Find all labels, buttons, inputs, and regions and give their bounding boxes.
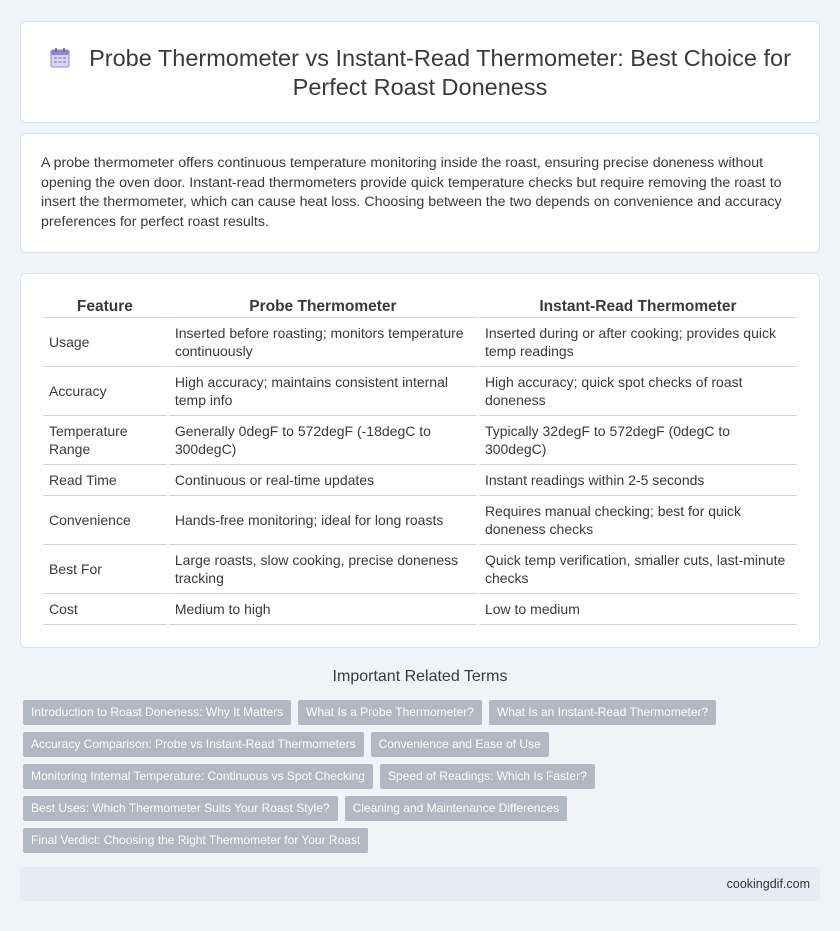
column-header: Feature	[43, 296, 167, 318]
table-cell: Cost	[43, 594, 167, 625]
related-term-tag[interactable]: Best Uses: Which Thermometer Suits Your Roast Style?	[23, 796, 338, 821]
table-cell: Inserted during or after cooking; provides quick temp readings	[479, 318, 797, 367]
table-cell: High accuracy; quick spot checks of roast doneness	[479, 367, 797, 416]
related-terms-title: Important Related Terms	[332, 668, 508, 685]
table-cell: Requires manual checking; best for quick doneness checks	[479, 496, 797, 545]
related-terms-list	[23, 700, 818, 860]
table-cell: Low to medium	[479, 594, 797, 625]
footer-site-name[interactable]: cookingdif.com	[726, 877, 810, 891]
related-term-tag[interactable]: Speed of Readings: Which Is Faster?	[380, 764, 595, 789]
page-title: Probe Thermometer vs Instant-Read Thermometer: Best Choice for Perfect Roast Doneness	[89, 45, 791, 100]
table-cell: Read Time	[43, 465, 167, 496]
table-row	[43, 465, 797, 496]
related-term-tag[interactable]: Accuracy Comparison: Probe vs Instant-Read Thermometers	[23, 732, 364, 757]
title-card	[20, 21, 820, 123]
page-title-wrap	[21, 44, 819, 102]
table-cell: High accuracy; maintains consistent internal temp info	[169, 367, 477, 416]
table-cell: Large roasts, slow cooking, precise doneness tracking	[169, 545, 477, 594]
table-row	[43, 318, 797, 367]
table-cell: Instant readings within 2-5 seconds	[479, 465, 797, 496]
related-term-tag[interactable]: Monitoring Internal Temperature: Continuous vs Spot Checking	[23, 764, 373, 789]
related-term-tag[interactable]: Introduction to Roast Doneness: Why It Matters	[23, 700, 291, 725]
related-term-tag[interactable]: What Is a Probe Thermometer?	[298, 700, 482, 725]
table-row	[43, 367, 797, 416]
table-cell: Accuracy	[43, 367, 167, 416]
intro-paragraph: A probe thermometer offers continuous temperature monitoring inside the roast, ensuring precise doneness without opening the oven door. Instant-read thermometers provide quick temperature checks but require removing the roast to insert the thermometer, which can cause heat loss. Choosing between the two depends on convenience and accuracy preferences for perfect roast results.	[41, 155, 782, 230]
table-cell: Typically 32degF to 572degF (0degC to 300degC)	[479, 416, 797, 465]
table-cell: Continuous or real-time updates	[169, 465, 477, 496]
table-cell: Medium to high	[169, 594, 477, 625]
table-cell: Inserted before roasting; monitors temperature continuously	[169, 318, 477, 367]
table-row	[43, 545, 797, 594]
comparison-table	[41, 296, 799, 625]
table-cell: Generally 0degF to 572degF (-18degC to 300degC)	[169, 416, 477, 465]
column-header: Probe Thermometer	[169, 296, 477, 318]
table-row	[43, 594, 797, 625]
comparison-card	[20, 273, 820, 648]
calendar-icon	[49, 47, 71, 69]
related-term-tag[interactable]: What Is an Instant-Read Thermometer?	[489, 700, 716, 725]
related-term-tag[interactable]: Convenience and Ease of Use	[371, 732, 549, 757]
table-header-row	[43, 296, 797, 318]
table-cell: Convenience	[43, 496, 167, 545]
related-term-tag[interactable]: Final Verdict: Choosing the Right Thermometer for Your Roast	[23, 828, 368, 853]
related-term-tag[interactable]: Cleaning and Maintenance Differences	[345, 796, 568, 821]
table-cell: Best For	[43, 545, 167, 594]
table-row	[43, 496, 797, 545]
table-cell: Temperature Range	[43, 416, 167, 465]
footer	[20, 867, 820, 901]
intro-card	[20, 133, 820, 253]
table-cell: Hands-free monitoring; ideal for long roasts	[169, 496, 477, 545]
column-header: Instant-Read Thermometer	[479, 296, 797, 318]
table-cell: Usage	[43, 318, 167, 367]
table-row	[43, 416, 797, 465]
table-cell: Quick temp verification, smaller cuts, last-minute checks	[479, 545, 797, 594]
